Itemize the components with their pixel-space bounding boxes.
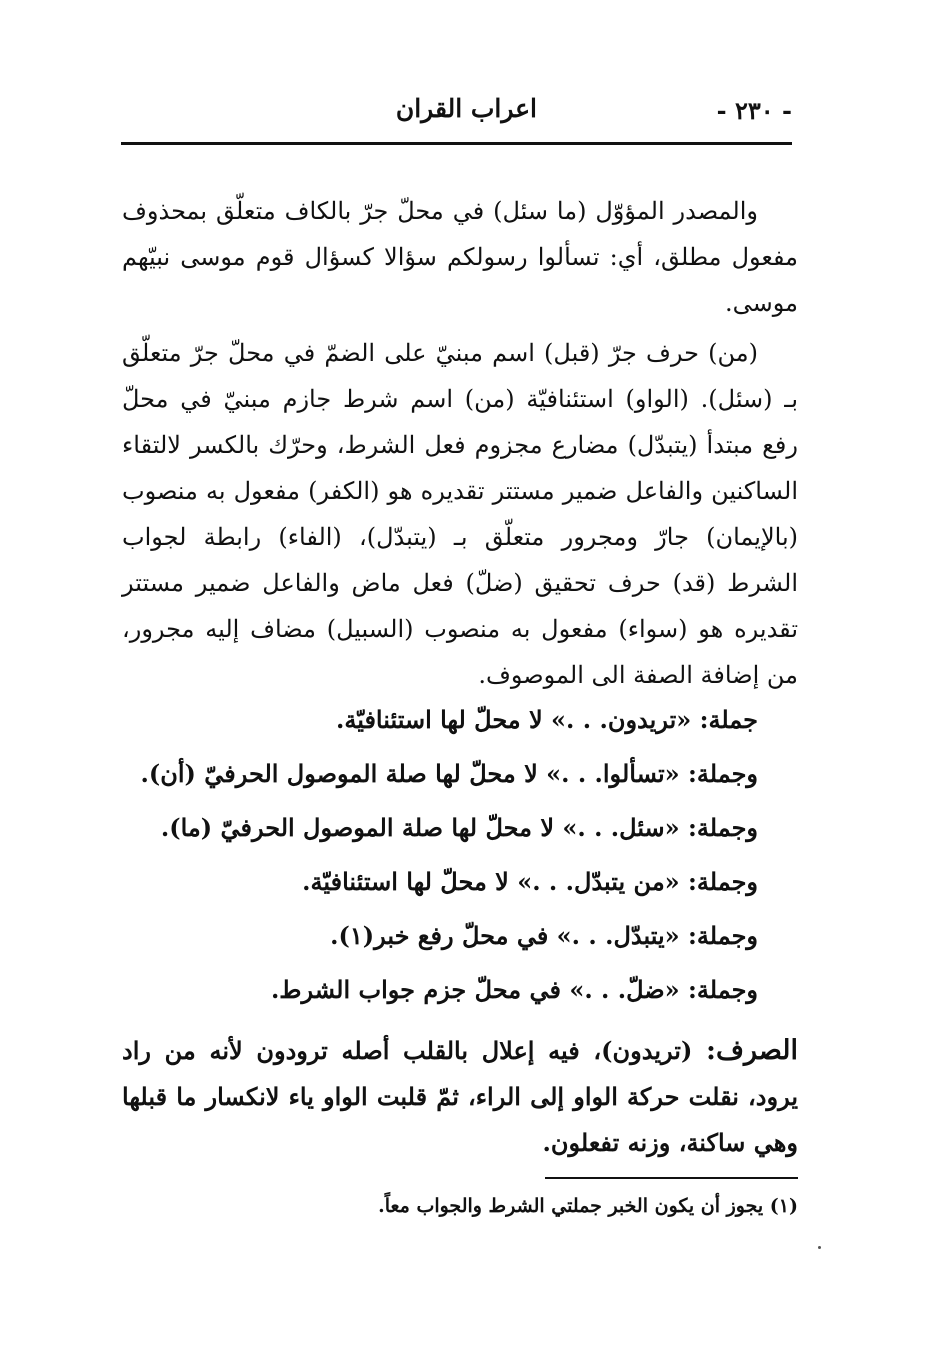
sentence-item: وجملة: «سئل. . .» لا محلّ لها صلة الموصول الحرفيّ (ما). — [160, 813, 758, 842]
running-title: اعراب القران — [395, 94, 537, 123]
sentence-item: وجملة: «يتبدّل. . .» في محلّ رفع خبر(١). — [330, 921, 758, 950]
header-rule — [121, 142, 792, 145]
sarf-text: (تريدون)، فيه إعلال بالقلب أصله ترودون لأنه من راد يرود، نقلت حركة الواو إلى الراء، ثمّ قلبت الواو ياء لانكسار ما قبلها وهي ساكنة، وزنه تفعلون. — [122, 1036, 798, 1157]
paragraph-irab: (من) حرف جرّ (قبل) اسم مبنيّ على الضمّ في محلّ جرّ متعلّق بـ (سئل). (الواو) استئنافيّة (من) اسم شرط جازم مبنيّ في محلّ رفع مبتدأ (يتبدّل) مضارع مجزوم فعل الشرط، وحرّك بالكسر لالتقاء الساكنين والفاعل ضمير مستتر تقديره هو (الكفر) مفعول به منصوب (بالإيمان) جارّ ومجرور متعلّق بـ (يتبدّل)، (الفاء) رابطة لجواب الشرط (قد) حرف تحقيق (ضلّ) فعل ماض والفاعل ضمير مستتر تقديره هو (سواء) مفعول به منصوب (السبيل) مضاف إليه مجرور، من إضافة الصفة الى الموصوف. — [122, 339, 798, 689]
page-header — [120, 92, 792, 132]
sentence-item: وجملة: «من يتبدّل. . .» لا محلّ لها استئنافيّة. — [302, 867, 758, 896]
page-number: - ٢٣٠ - — [716, 96, 792, 125]
scan-speck — [818, 1246, 821, 1249]
footnote: (١) يجوز أن يكون الخبر جملتي الشرط والجواب معاً. — [378, 1195, 798, 1217]
paragraph-masdar: والمصدر المؤوّل (ما سئل) في محلّ جرّ بالكاف متعلّق بمحذوف مفعول مطلق، أي: تسألوا رسولكم سؤالا كسؤال قوم موسى نبيّهم موسى. — [122, 197, 798, 317]
sarf-term: الصرف: — [706, 1035, 798, 1066]
sentence-item: جملة: «تريدون. . .» لا محلّ لها استئنافيّة. — [335, 705, 758, 734]
footnote-rule — [545, 1177, 798, 1179]
sentences-list — [122, 700, 758, 1024]
sarf-paragraph — [122, 1028, 798, 1166]
sentence-item: وجملة: «تسألوا. . .» لا محلّ لها صلة الموصول الحرفيّ (أن). — [140, 759, 758, 788]
body-text — [122, 188, 798, 698]
sentence-item: وجملة: «ضلّ. . .» في محلّ جزم جواب الشرط. — [270, 975, 758, 1004]
